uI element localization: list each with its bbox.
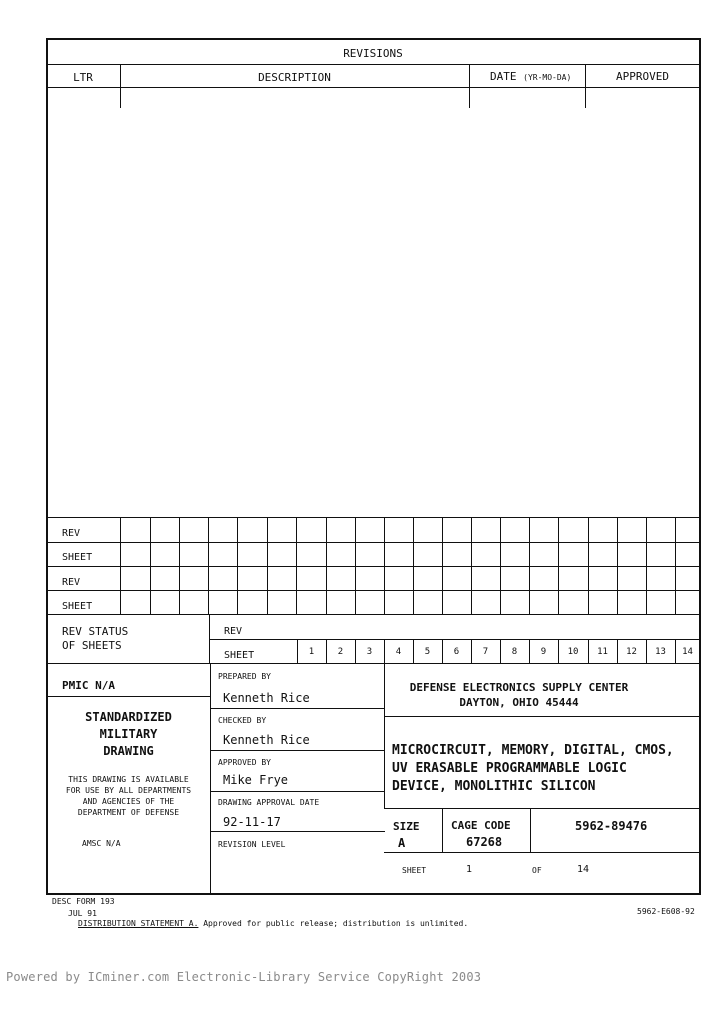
sheet-number-6: 6	[453, 647, 460, 657]
grid-row-label: REV	[62, 528, 81, 539]
frame-right	[699, 38, 701, 895]
title-divider	[384, 808, 700, 809]
powered-by-footer: Powered by ICminer.com Electronic-Library Service CopyRight 2003	[6, 970, 482, 984]
sheet-col-line-first	[297, 639, 298, 663]
header-ltr: LTR	[73, 71, 93, 84]
form-number: DESC FORM 193 JUL 91	[52, 897, 115, 918]
sheet-number-8: 8	[511, 647, 518, 657]
grid-col-line	[150, 517, 151, 614]
header-description: DESCRIPTION	[258, 71, 331, 84]
revisions-divider	[46, 64, 700, 65]
grid-col-line	[237, 517, 238, 614]
standardized-military-drawing: STANDARDIZED MILITARY DRAWING	[85, 710, 172, 758]
drawing-title: MICROCIRCUIT, MEMORY, DIGITAL, CMOS, UV ERASABLE PROGRAMMABLE LOGIC DEVICE, MONOLITHIC SILICON	[392, 743, 674, 794]
drawing-number: 5962-89476	[575, 819, 648, 833]
revisions-header-bottom	[46, 87, 700, 88]
grid-col-line	[442, 517, 443, 614]
size-divider	[442, 808, 443, 852]
grid-col-line	[208, 517, 209, 614]
grid-row-line	[46, 614, 700, 615]
revision-level-label: REVISION LEVEL	[218, 840, 286, 849]
sheet-number-7: 7	[482, 647, 489, 657]
rev-status-sheet-label: SHEET	[224, 650, 255, 661]
checked-divider	[210, 750, 385, 751]
sheet-number-14: 14	[682, 647, 693, 657]
size-label: SIZE	[393, 820, 420, 833]
frame-left	[46, 38, 48, 895]
prepared-by-label: PREPARED BY	[218, 672, 271, 681]
checked-by-name: Kenneth Rice	[223, 733, 310, 747]
sheet-number-12: 12	[626, 647, 637, 657]
sheet-number-5: 5	[424, 647, 431, 657]
size-value: A	[398, 836, 406, 850]
approved-by-label: APPROVED BY	[218, 758, 271, 767]
of-count: 14	[577, 864, 590, 875]
document-code: 5962-E608-92	[637, 907, 695, 916]
date-divider	[210, 831, 385, 832]
cage-code-label: CAGE CODE	[451, 819, 511, 832]
agency-divider	[384, 716, 700, 717]
revisions-title: REVISIONS	[343, 47, 403, 60]
cage-divider	[530, 808, 531, 852]
sheet-number-2: 2	[337, 647, 344, 657]
sheet-number-13: 13	[655, 647, 666, 657]
grid-col-line	[558, 517, 559, 614]
grid-col-line	[267, 517, 268, 614]
grid-row-line	[46, 542, 700, 543]
grid-row-label: SHEET	[62, 601, 93, 612]
grid-row-line	[46, 566, 700, 567]
grid-row-line	[46, 590, 700, 591]
frame-top	[46, 38, 700, 40]
cage-code-value: 67268	[466, 835, 503, 849]
sheet-number-3: 3	[366, 647, 373, 657]
sheet-number-11: 11	[597, 647, 608, 657]
availability-note: THIS DRAWING IS AVAILABLE FOR USE BY ALL DEPARTMENTS AND AGENCIES OF THE DEPARTMENT OF DEFENSE	[65, 775, 192, 817]
sheet-number-9: 9	[540, 647, 547, 657]
grid-col-line	[646, 517, 647, 614]
pmic-divider	[46, 696, 211, 697]
rev-status-midline	[209, 639, 700, 640]
sheet-number-10: 10	[567, 647, 579, 657]
of-label: OF	[532, 866, 542, 875]
sheet-number-4: 4	[395, 647, 402, 657]
grid-col-line	[179, 517, 180, 614]
grid-col-line	[471, 517, 472, 614]
grid-col-line	[500, 517, 501, 614]
sheet-label: SHEET	[402, 866, 427, 875]
size-row-bottom	[384, 852, 700, 853]
approval-date-label: DRAWING APPROVAL DATE	[218, 798, 320, 807]
title-block-top	[46, 663, 700, 664]
approved-divider	[210, 791, 385, 792]
grid-col-line	[529, 517, 530, 614]
prepared-by-name: Kenneth Rice	[223, 691, 310, 705]
agency-name: DEFENSE ELECTRONICS SUPPLY CENTER DAYTON, OHIO 45444	[409, 681, 629, 709]
grid-row-line	[46, 517, 700, 518]
rev-status-label: REV STATUS OF SHEETS	[62, 625, 129, 652]
grid-col-line	[384, 517, 385, 614]
sheet-number-1: 1	[308, 647, 315, 657]
grid-col-line	[326, 517, 327, 614]
frame-bottom	[46, 893, 701, 895]
grid-col-line	[588, 517, 589, 614]
distribution-statement: DISTRIBUTION STATEMENT A. Approved for public release; distribution is unlimited.	[78, 919, 469, 928]
approved-by-name: Mike Frye	[223, 773, 289, 787]
grid-col-line	[617, 517, 618, 614]
prepared-divider	[210, 708, 385, 709]
grid-label-col-line	[120, 517, 121, 614]
grid-col-line	[675, 517, 676, 614]
grid-row-label: REV	[62, 577, 81, 588]
checked-by-label: CHECKED BY	[218, 716, 267, 725]
grid-col-line	[296, 517, 297, 614]
rev-status-rev-label: REV	[224, 626, 243, 637]
approval-date: 92-11-17	[223, 815, 281, 829]
header-date: DATE (YR-MO-DA)	[490, 70, 572, 83]
grid-col-line	[355, 517, 356, 614]
col-desc-divider	[469, 64, 470, 108]
grid-col-line	[413, 517, 414, 614]
amsc-label: AMSC N/A	[82, 839, 121, 848]
pmic-label: PMIC N/A	[62, 679, 115, 692]
sheet-number: 1	[466, 864, 473, 875]
grid-row-label: SHEET	[62, 552, 93, 563]
header-approved: APPROVED	[616, 70, 669, 83]
